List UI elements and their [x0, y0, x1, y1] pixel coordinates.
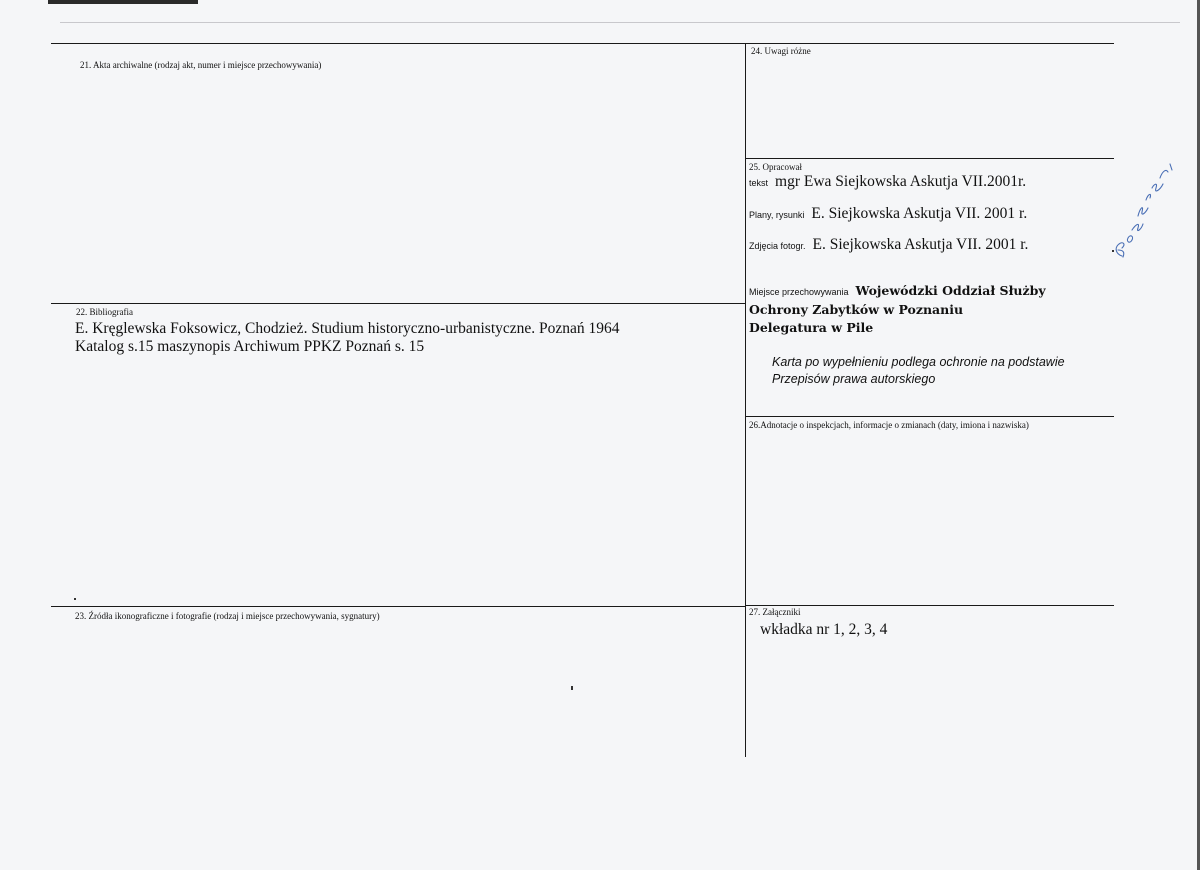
rule-25 [745, 158, 1114, 159]
author-text-row [749, 173, 1026, 191]
rule-26 [745, 416, 1114, 417]
author-photos-row [749, 236, 1028, 254]
handwritten-signature [1108, 158, 1178, 268]
rule-27 [745, 605, 1114, 606]
zdjecia-value: E. Siejkowska Askutja VII. 2001 r. [812, 236, 1029, 253]
section-24-label: 24. Uwagi różne [751, 46, 811, 56]
section-22-label: 22. Bibliografia [76, 307, 133, 317]
faint-bleed-line [60, 22, 1180, 23]
top-rule [51, 43, 1114, 44]
copyright-note-line-1: Karta po wypełnieniu podlega ochronie na podstawie [772, 355, 1065, 369]
storage-line-3: Delegatura w Pile [749, 320, 874, 335]
section-27-label: 27. Załączniki [749, 607, 801, 617]
miejsce-label: Miejsce przechowywania [749, 287, 849, 297]
storage-line-2: Ochrony Zabytków w Poznaniu [749, 302, 964, 317]
scan-speck [571, 686, 573, 690]
section-25-label: 25. Opracował [749, 162, 802, 172]
section-21-label: 21. Akta archiwalne (rodzaj akt, numer i miejsce przechowywania) [80, 60, 322, 70]
attachments-value: wkładka nr 1, 2, 3, 4 [760, 621, 888, 638]
author-plans-row [749, 205, 1027, 223]
storage-line-1: Wojewódzki Oddział Służby [855, 283, 1046, 298]
scan-speck [1112, 250, 1114, 252]
bibliography-line-2: Katalog s.15 maszynopis Archiwum PPKZ Poznań s. 15 [75, 338, 425, 355]
plany-value: E. Siejkowska Askutja VII. 2001 r. [811, 205, 1028, 222]
column-divider [745, 43, 746, 757]
copyright-note-line-2: Przepisów prawa autorskiego [772, 372, 936, 386]
scan-speck [74, 598, 76, 600]
tekst-value: mgr Ewa Siejkowska Askutja VII.2001r. [775, 173, 1027, 190]
zdjecia-label: Zdjęcia fotogr. [749, 241, 806, 251]
scan-edge-mark [48, 0, 198, 4]
rule-22 [51, 303, 745, 304]
storage-row [749, 283, 1046, 298]
tekst-label: tekst [749, 178, 769, 188]
rule-23 [51, 606, 745, 607]
plany-label: Plany, rysunki [749, 210, 805, 220]
bibliography-line-1: E. Kręglewska Foksowicz, Chodzież. Studium historyczno-urbanistyczne. Poznań 1964 [75, 320, 620, 337]
section-23-label: 23. Źródła ikonograficzne i fotografie (rodzaj i miejsce przechowywania, sygnatury) [75, 611, 380, 621]
section-26-label: 26.Adnotacje o inspekcjach, informacje o zmianach (daty, imiona i nazwiska) [749, 420, 1029, 430]
